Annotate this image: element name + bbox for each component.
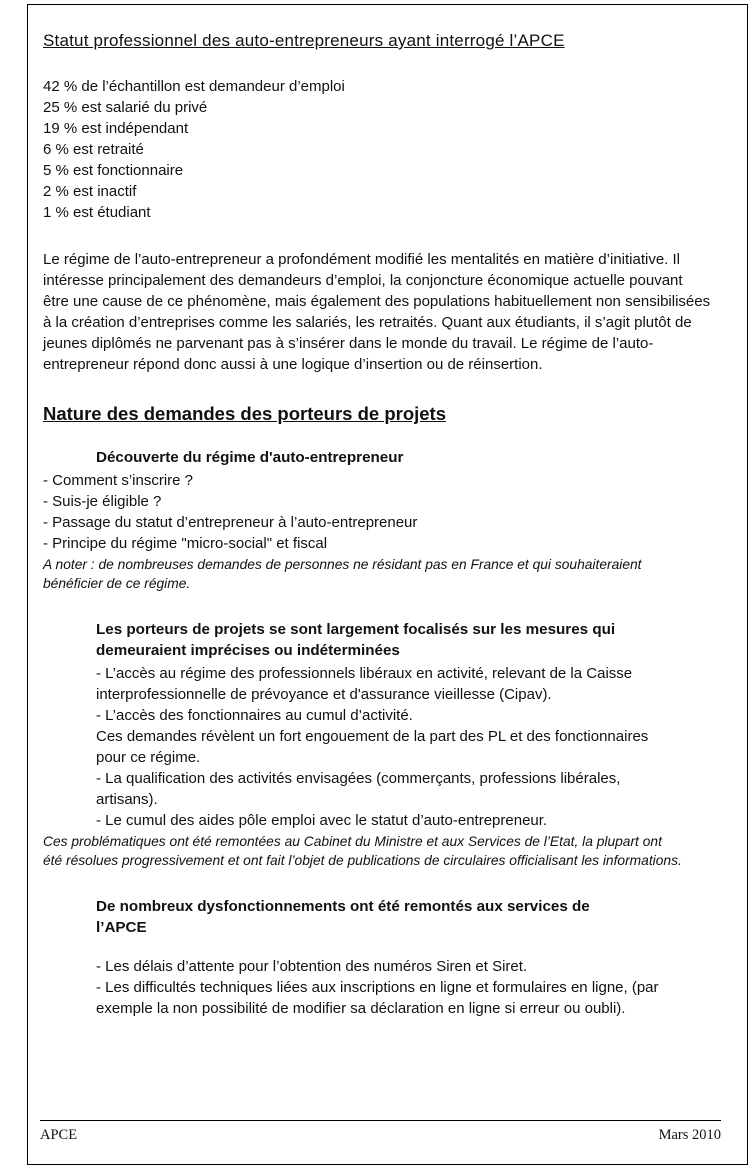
focus-item: - Le cumul des aides pôle emploi avec le statut d’auto-entrepreneur. <box>96 812 548 829</box>
stat-line: 2 % est inactif <box>43 183 137 200</box>
discovery-item: - Principe du régime "micro-social" et fiscal <box>43 535 328 552</box>
discovery-item: - Passage du statut d’entrepreneur à l’auto-entrepreneur <box>43 514 418 531</box>
page-title: Statut professionnel des auto-entrepreneurs ayant interrogé l’APCE <box>43 31 565 50</box>
stat-line: 5 % est fonctionnaire <box>43 162 184 179</box>
focus-item: - La qualification des activités envisagées (commerçants, professions libérales, artisans). <box>96 770 621 808</box>
dysfunction-item: - Les difficultés techniques liées aux inscriptions en ligne et formulaires en ligne, (par exemple la non possibilité de modifier sa déclaration en ligne si erreur ou oubli). <box>96 979 659 1017</box>
focus-item: - L’accès des fonctionnaires au cumul d’activité. <box>96 707 413 724</box>
stat-line: 42 % de l’échantillon est demandeur d’emploi <box>43 78 345 95</box>
discovery-item: - Suis-je éligible ? <box>43 493 162 510</box>
discovery-item: - Comment s’inscrire ? <box>43 472 194 489</box>
subheading-discovery: Découverte du régime d'auto-entrepreneur <box>96 449 404 466</box>
footer-rule <box>40 1120 721 1121</box>
focus-item: - L’accès au régime des professionnels libéraux en activité, relevant de la Caisse interprofessionnelle de prévoyance et d'assurance vieillesse (Cipav). <box>96 665 633 703</box>
footer-right: Mars 2010 <box>658 1127 721 1143</box>
stats-list <box>43 76 711 223</box>
intro-paragraph: Le régime de l’auto-entrepreneur a profondément modifié les mentalités en matière d’initiative. Il intéresse principalement des demandeurs d’emploi, la conjoncture économique actuelle pouvant être une cause de ce phénomène, mais également des populations habituellement non sensibilisées à la création d’entreprises comme les salariés, les retraités. Quant aux étudiants, il s’agit plutôt de jeunes diplômés ne parvenant pas à s’insérer dans le monde du travail. Le régime de l’auto-entrepreneur répond donc aussi à une logique d’insertion ou de réinsertion. <box>43 251 711 373</box>
footer-left: APCE <box>40 1127 78 1143</box>
discovery-list <box>43 470 711 554</box>
subheading-dysfunctions: De nombreux dysfonctionnements ont été remontés aux services de l’APCE <box>96 898 590 936</box>
note-residents: A noter : de nombreuses demandes de personnes ne résidant pas en France et qui souhaiteraient bénéficier de ce régime. <box>43 557 642 591</box>
stat-line: 19 % est indépendant <box>43 120 189 137</box>
stat-line: 6 % est retraité <box>43 141 144 158</box>
stat-line: 1 % est étudiant <box>43 204 151 221</box>
stat-line: 25 % est salarié du privé <box>43 99 208 116</box>
page-footer <box>40 1127 721 1144</box>
section-heading: Nature des demandes des porteurs de projets <box>43 403 447 424</box>
dysfunction-item: - Les délais d’attente pour l’obtention des numéros Siren et Siret. <box>96 958 528 975</box>
focus-item: Ces demandes révèlent un fort engouement de la part des PL et des fonctionnaires pour ce régime. <box>96 728 649 766</box>
page-content <box>43 30 711 1019</box>
focus-list <box>43 663 681 831</box>
note-problems: Ces problématiques ont été remontées au Cabinet du Ministre et aux Services de l’Etat, la plupart ont été résolues progressivement et ont fait l’objet de publications de circulaires officialisant les informations. <box>43 834 682 868</box>
subheading-focus: Les porteurs de projets se sont largement focalisés sur les mesures qui demeuraient imprécises ou indéterminées <box>96 621 616 659</box>
dysfunction-list <box>43 956 681 1019</box>
